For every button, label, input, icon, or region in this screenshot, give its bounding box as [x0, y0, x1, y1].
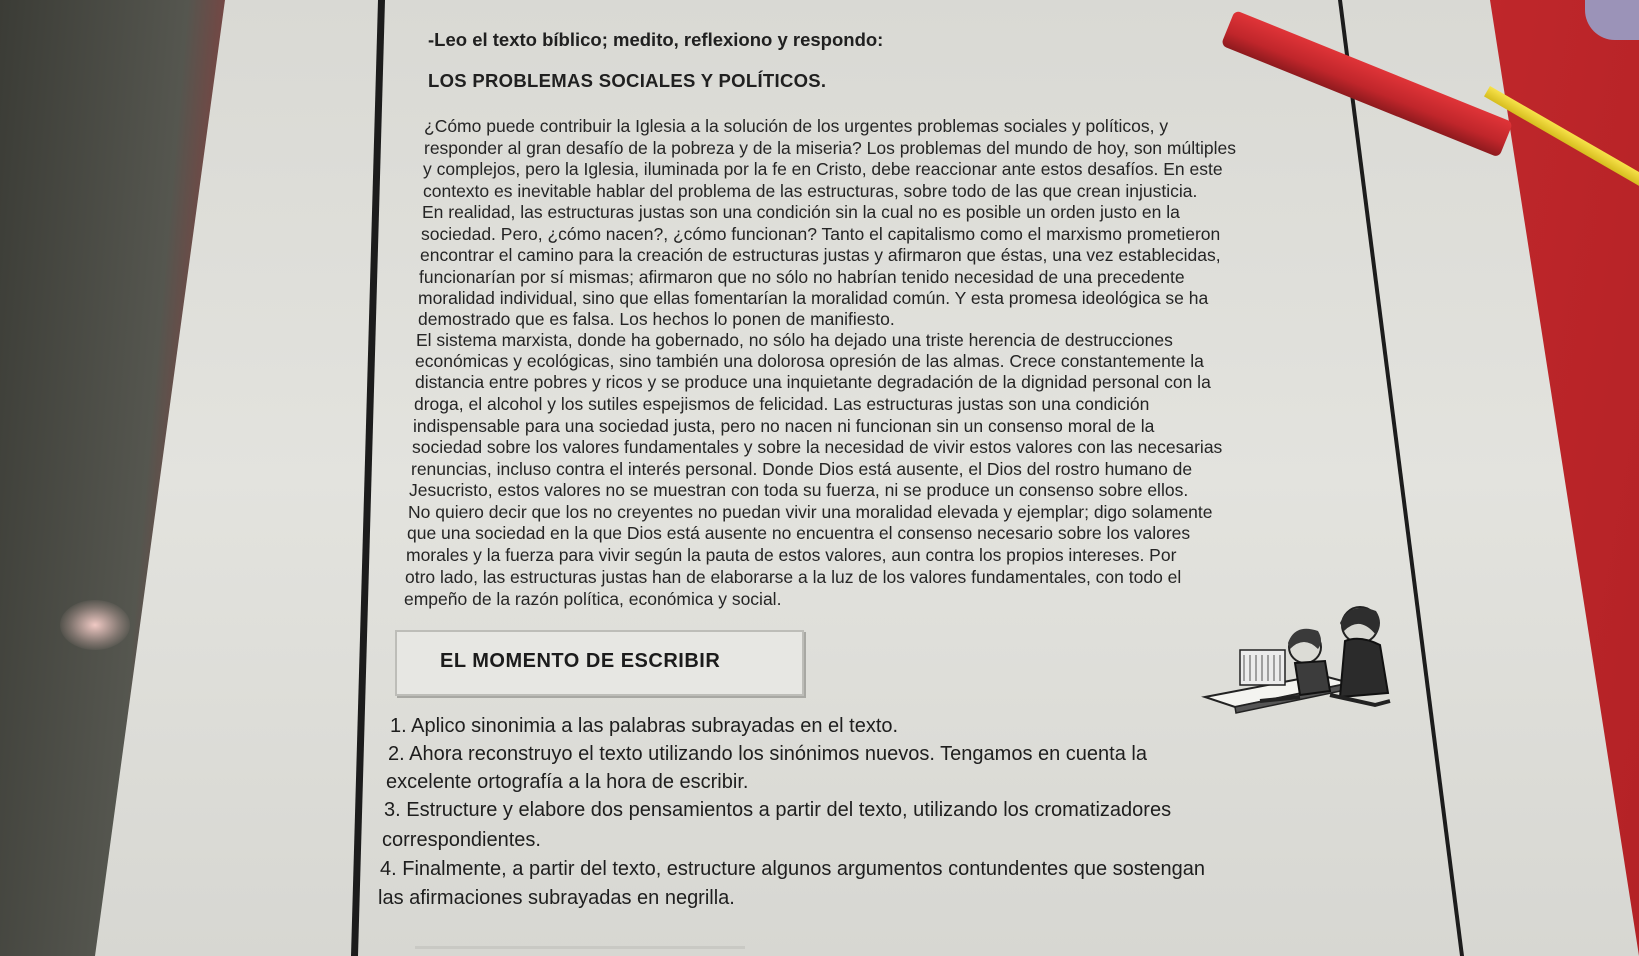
task-item: 2. Ahora reconstruyo el texto utilizando los sinónimos nuevos. Tengamos en cuenta la [388, 743, 1147, 765]
body-line: que una sociedad en la que Dios está ausente no encuentra el consenso necesario sobre los valores [407, 523, 1191, 543]
task-item: excelente ortografía a la hora de escribir. [386, 771, 749, 793]
light-glare [60, 600, 130, 650]
document-title: LOS PROBLEMAS SOCIALES Y POLÍTICOS. [428, 70, 827, 91]
writing-section-title: EL MOMENTO DE ESCRIBIR [440, 650, 721, 672]
body-line: funcionarían por sí mismas; afirmaron que no sólo no habrían tenido necesidad de una precedente [419, 267, 1185, 287]
body-line: El sistema marxista, donde ha gobernado, no sólo ha dejado una triste herencia de destrucciones [416, 330, 1173, 350]
task-item: 4. Finalmente, a partir del texto, estructure algunos argumentos contundentes que sostengan [380, 858, 1205, 880]
bottom-rule [415, 946, 745, 949]
body-line: contexto es inevitable hablar del problema de las estructuras, sobre todo de las que crean injusticia. [423, 181, 1198, 201]
body-line: empeño de la razón política, económica y social. [404, 589, 782, 609]
instruction-line: -Leo el texto bíblico; medito, reflexiono y respondo: [428, 29, 884, 50]
body-line: responder al gran desafío de la pobreza y de la miseria? Los problemas del mundo de hoy, son múltiples [424, 138, 1236, 158]
task-item: las afirmaciones subrayadas en negrilla. [378, 887, 735, 909]
body-line: sociedad sobre los valores fundamentales y sobre la necesidad de vivir estos valores con las necesarias [412, 437, 1223, 457]
body-line: indispensable para una sociedad justa, pero no nacen ni funcionan sin un consenso moral de la [413, 416, 1155, 436]
task-item: 3. Estructure y elabore dos pensamientos a partir del texto, utilizando los cromatizadores [384, 799, 1172, 821]
task-item: 1. Aplico sinonimia a las palabras subrayadas en el texto. [390, 715, 899, 737]
body-line: y complejos, pero la Iglesia, iluminada por la fe en Cristo, debe reaccionar ante estos desafíos. En este [423, 159, 1223, 179]
body-line: sociedad. Pero, ¿cómo nacen?, ¿cómo funcionan? Tanto el capitalismo como el marxismo prometieron [421, 224, 1221, 244]
task-item: correspondientes. [382, 829, 541, 851]
body-line: ¿Cómo puede contribuir la Iglesia a la solución de los urgentes problemas sociales y políticos, y [424, 116, 1169, 136]
body-line: económicas y ecológicas, sino también una dolorosa opresión de las almas. Crece constantemente la [415, 351, 1204, 371]
body-line: distancia entre pobres y ricos y se produce una inquietante degradación de la dignidad personal con la [415, 372, 1211, 392]
body-line: Jesucristo, estos valores no se muestran con toda su fuerza, ni se produce un consenso sobre ellos. [409, 480, 1189, 500]
body-line: demostrado que es falsa. Los hechos lo ponen de manifiesto. [418, 309, 895, 329]
body-line: droga, el alcohol y los sutiles espejismos de felicidad. Las estructuras justas son una condición [414, 394, 1150, 414]
body-line: otro lado, las estructuras justas han de elaborarse a la luz de los valores fundamentales, con todo el [405, 567, 1182, 587]
body-line: renuncias, incluso contra el interés personal. Donde Dios está ausente, el Dios del rostro humano de [411, 459, 1193, 479]
body-line: moralidad individual, sino que ellas fomentarían la moralidad común. Y esta promesa ideológica se ha [418, 288, 1209, 308]
body-line: En realidad, las estructuras justas son una condición sin la cual no es posible un orden justo en la [422, 202, 1180, 222]
body-line: No quiero decir que los no creyentes no puedan vivir una moralidad elevada y ejemplar; digo solamente [408, 502, 1213, 522]
children-reading-illustration [1200, 605, 1400, 725]
body-line: morales y la fuerza para vivir según la pauta de estos valores, aun contra los propios intereses. Por [406, 545, 1177, 565]
body-line: encontrar el camino para la creación de estructuras justas y afirmaron que éstas, una vez establecidas, [420, 245, 1221, 265]
